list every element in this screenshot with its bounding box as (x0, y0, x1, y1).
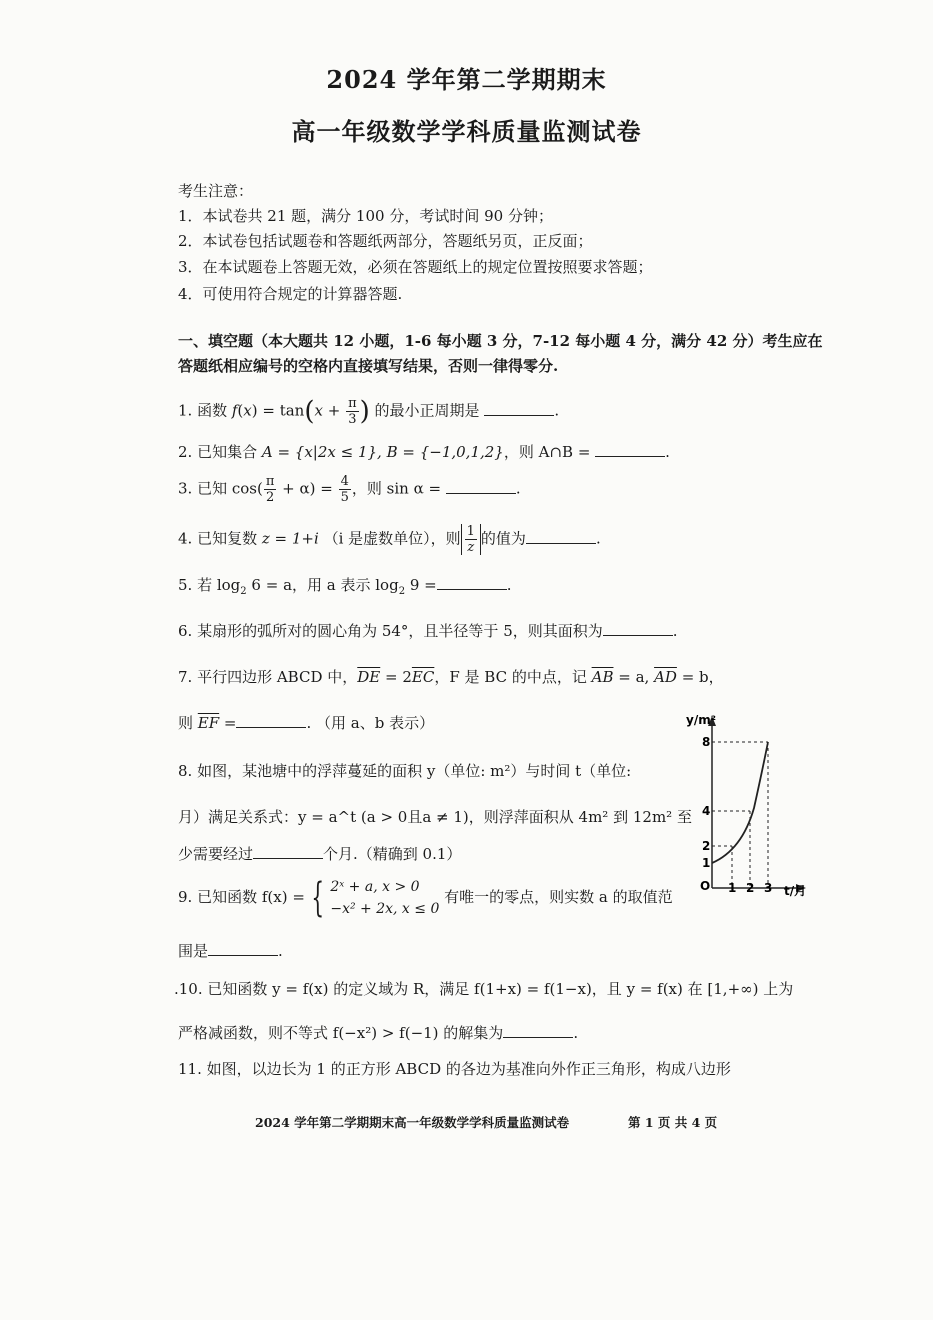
question-7-line1: 7. 平行四边形 ABCD 中，$\overline{DE} = 2\overline{EC}$，F 是 BC 的中点，记 $\overline{AB} = a$, $\overline{AD} = b$， (178, 668, 724, 686)
answer-blank-10[interactable] (503, 1025, 573, 1038)
y-tick-2: 2 (702, 839, 711, 853)
x-tick-2: 2 (746, 881, 755, 895)
y-tick-1: 1 (702, 856, 711, 870)
x-tick-3: 3 (764, 881, 773, 895)
question-1: 1. 函数 f(x) = tan(x + $\frac{\pi}{3}$ ) 的最小正周期是 . (178, 396, 560, 427)
question-9-line2: 围是 . (178, 942, 283, 960)
exam-title-line2: 高一年级数学学科质量监测试卷 (291, 117, 642, 146)
section1-instructions-line2: 答题纸相应编号的空格内直接填写结果，否则一律得零分. (178, 357, 559, 375)
question-6: 6. 某扇形的弧所对的圆心角为 54°，且半径等于 5，则其面积为 . (178, 622, 678, 640)
question-10-line2: 严格减函数，则不等式 f(−x²) > f(−1) 的解集为 . (178, 1024, 579, 1042)
answer-blank-3[interactable] (446, 481, 516, 494)
y-tick-4: 4 (702, 804, 711, 818)
x-tick-1: 1 (728, 881, 737, 895)
answer-blank-9[interactable] (208, 943, 278, 956)
question-3: 3. 已知 cos( $\frac{\pi}{2}$ + α) = $\frac{4}{5}$ ，则 sin α = . (178, 474, 521, 505)
notice-item-1: 1．本试卷共 21 题，满分 100 分，考试时间 90 分钟； (178, 207, 553, 225)
answer-blank-7[interactable] (236, 715, 306, 728)
exam-title-line1: 2024 学年第二学期期末 (326, 65, 607, 94)
growth-curve (712, 742, 768, 863)
question-8-line1: 8. 如图，某池塘中的浮萍蔓延的面积 y（单位: m²）与时间 t（单位: (178, 762, 632, 780)
question-8-line3: 少需要经过 个月.（精确到 0.1） (178, 845, 462, 863)
answer-blank-4[interactable] (526, 531, 596, 544)
footer-page-number: 第 1 页 共 4 页 (628, 1115, 718, 1130)
origin-label: O (700, 879, 711, 893)
notice-heading: 考生注意： (178, 182, 254, 200)
question-5: 5. 若 $\log_2 6 = a$，用 a 表示 $\log_2 9$ = . (178, 576, 512, 597)
question-7-line2: 则 $\overline{EF}$ = . （用 a、b 表示） (178, 714, 435, 732)
question-4: 4. 已知复数 z = 1+i （i 是虚数单位），则 $\frac{1}{z}$ 的值为 . (178, 524, 601, 555)
answer-blank-6[interactable] (603, 623, 673, 636)
y-tick-8: 8 (702, 735, 711, 749)
notice-item-2: 2．本试卷包括试题卷和答题纸两部分，答题纸另页，正反面； (178, 232, 593, 250)
answer-blank-8[interactable] (253, 846, 323, 859)
question-8-line2: 月）满足关系式：y = a^t (a > 0且a ≠ 1)，则浮萍面积从 4m² 到 12m² 至 (178, 808, 692, 826)
question-11: 11. 如图，以边长为 1 的正方形 ABCD 的各边为基准向外作正三角形，构成八边形 (178, 1060, 731, 1078)
question-2: 2. 已知集合 A = {x|2x ≤ 1}, B = {−1,0,1,2}，则 A∩B = . (178, 443, 670, 461)
answer-blank-1[interactable] (484, 403, 554, 416)
y-axis-label: y/m² (686, 713, 716, 727)
notice-item-3: 3．在本试题卷上答题无效，必须在答题纸上的规定位置按照要求答题； (178, 258, 653, 276)
answer-blank-5[interactable] (437, 577, 507, 590)
notice-item-4: 4．可使用符合规定的计算器答题. (178, 285, 403, 303)
growth-graph (686, 710, 820, 910)
question-10-line1: .10. 已知函数 y = f(x) 的定义域为 R，满足 f(1+x) = f(1−x)，且 y = f(x) 在 [1,+∞) 上为 (174, 980, 794, 998)
footer-title: 2024 学年第二学期期末高一年级数学学科质量监测试卷 (255, 1115, 570, 1130)
section1-instructions-line1: 一、填空题（本大题共 12 小题，1-6 每小题 3 分，7-12 每小题 4 分，满分 42 分）考生应在 (178, 332, 823, 350)
question-9: 9. 已知函数 f(x) = { 2ˣ + a, x > 0 −x² + 2x, x ≤ 0 有唯一的零点，则实数 a 的取值范 (178, 875, 673, 921)
answer-blank-2[interactable] (595, 444, 665, 457)
x-axis-label: t/月 (784, 884, 807, 898)
